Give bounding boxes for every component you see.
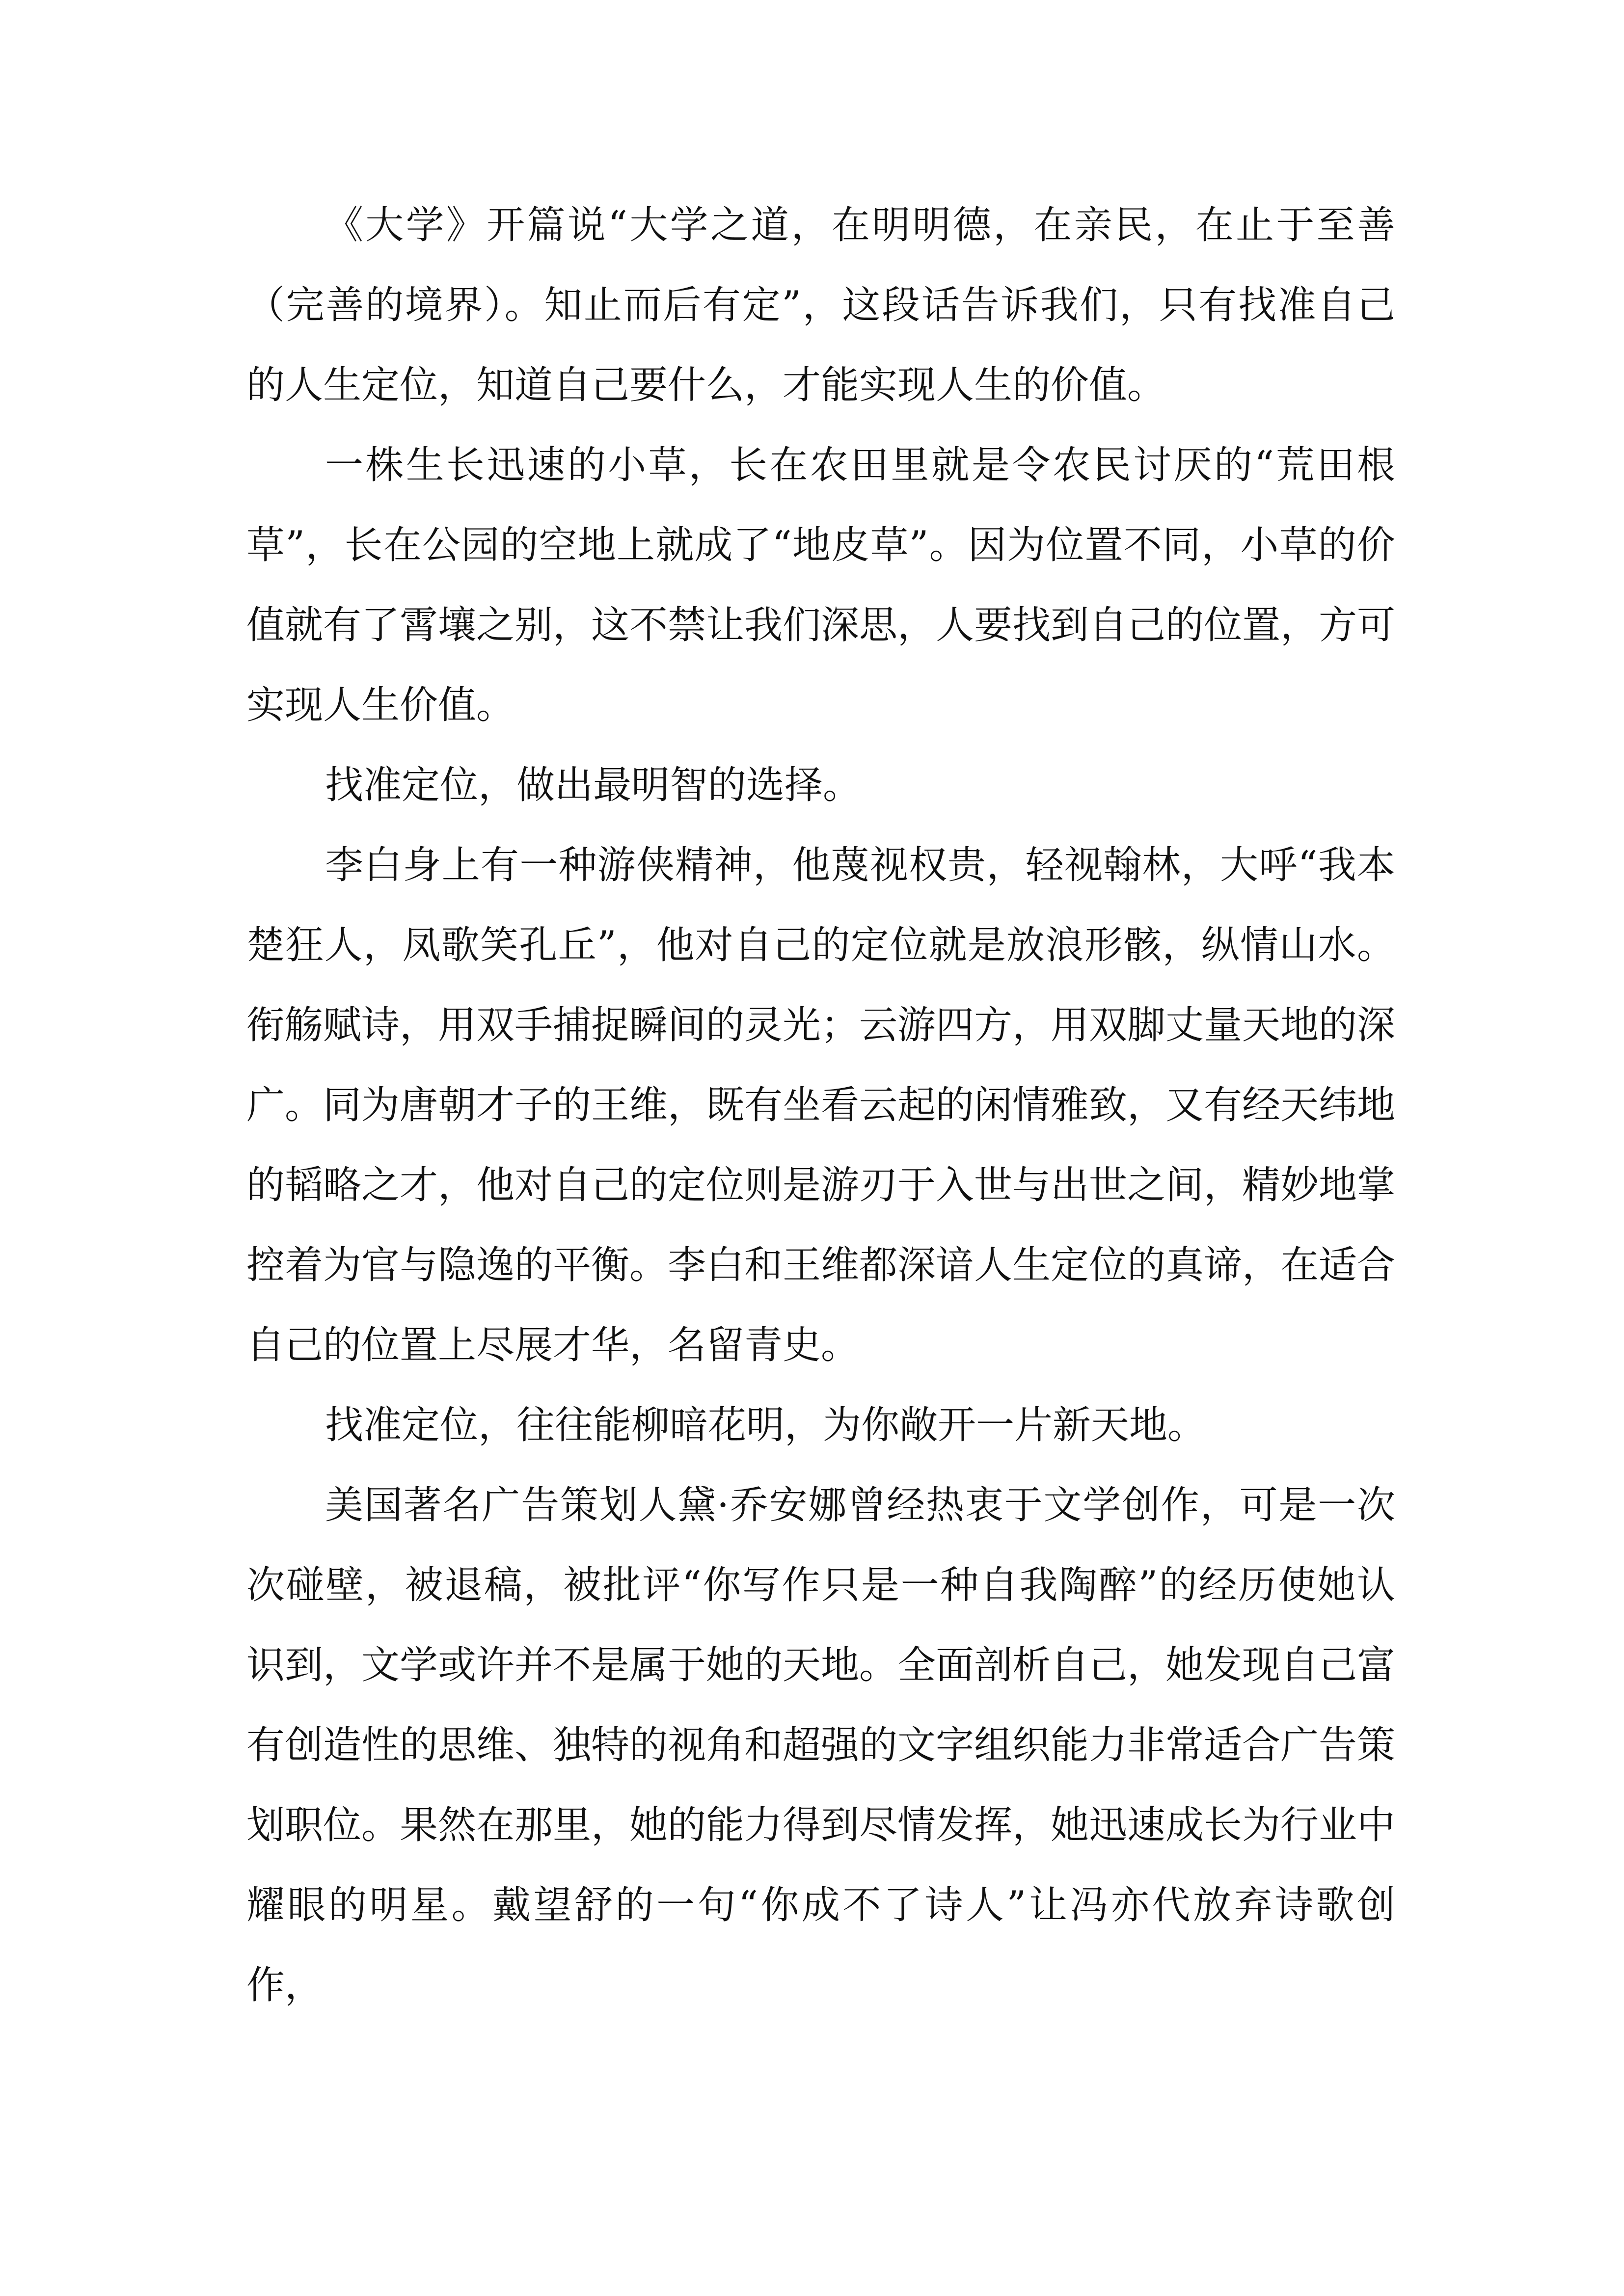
paragraph-5: 找准定位，往往能柳暗花明，为你敞开一片新天地。 <box>325 1403 1206 1447</box>
paragraph-2: 一株生长迅速的小草，长在农田里就是令农民讨厌的“荒田根草”，长在公园的空地上就成了“地皮草”。因为位置不同，小草的价值就有了霄壤之别，这不禁让我们深思，人要找到自己的位置，方可实现人生价值。 <box>246 443 1396 727</box>
paragraph-3: 找准定位，做出最明智的选择。 <box>325 763 862 807</box>
paragraph-4: 李白身上有一种游侠精神，他蔑视权贵，轻视翰林，大呼“我本楚狂人，凤歌笑孔丘”，他对自己的定位就是放浪形骸，纵情山水。衔觞赋诗，用双手捕捉瞬间的灵光；云游四方，用双脚丈量天地的深广。同为唐朝才子的王维，既有坐看云起的闲情雅致，又有经天纬地的韬略之才，他对自己的定位则是游刃于入世与出世之间，精妙地掌控着为官与隐逸的平衡。李白和王维都深谙人生定位的真谛，在适合自己的位置上尽展才华，名留青史。 <box>246 843 1396 1367</box>
paragraph-6: 美国著名广告策划人黛·乔安娜曾经热衷于文学创作，可是一次次碰壁，被退稿，被批评“你写作只是一种自我陶醉”的经历使她认识到，文学或许并不是属于她的天地。全面剖析自己，她发现自己富有创造性的思维、独特的视角和超强的文字组织能力非常适合广告策划职位。果然在那里，她的能力得到尽情发挥，她迅速成长为行业中耀眼的明星。戴望舒的一句“你成不了诗人”让冯亦代放弃诗歌创作， <box>246 1483 1396 2007</box>
paragraph-1: 《大学》开篇说“大学之道，在明明德，在亲民，在止于至善（完善的境界）。知止而后有定”，这段话告诉我们，只有找准自己的人生定位，知道自己要什么，才能实现人生的价值。 <box>246 203 1395 407</box>
document-body <box>246 186 1395 2026</box>
